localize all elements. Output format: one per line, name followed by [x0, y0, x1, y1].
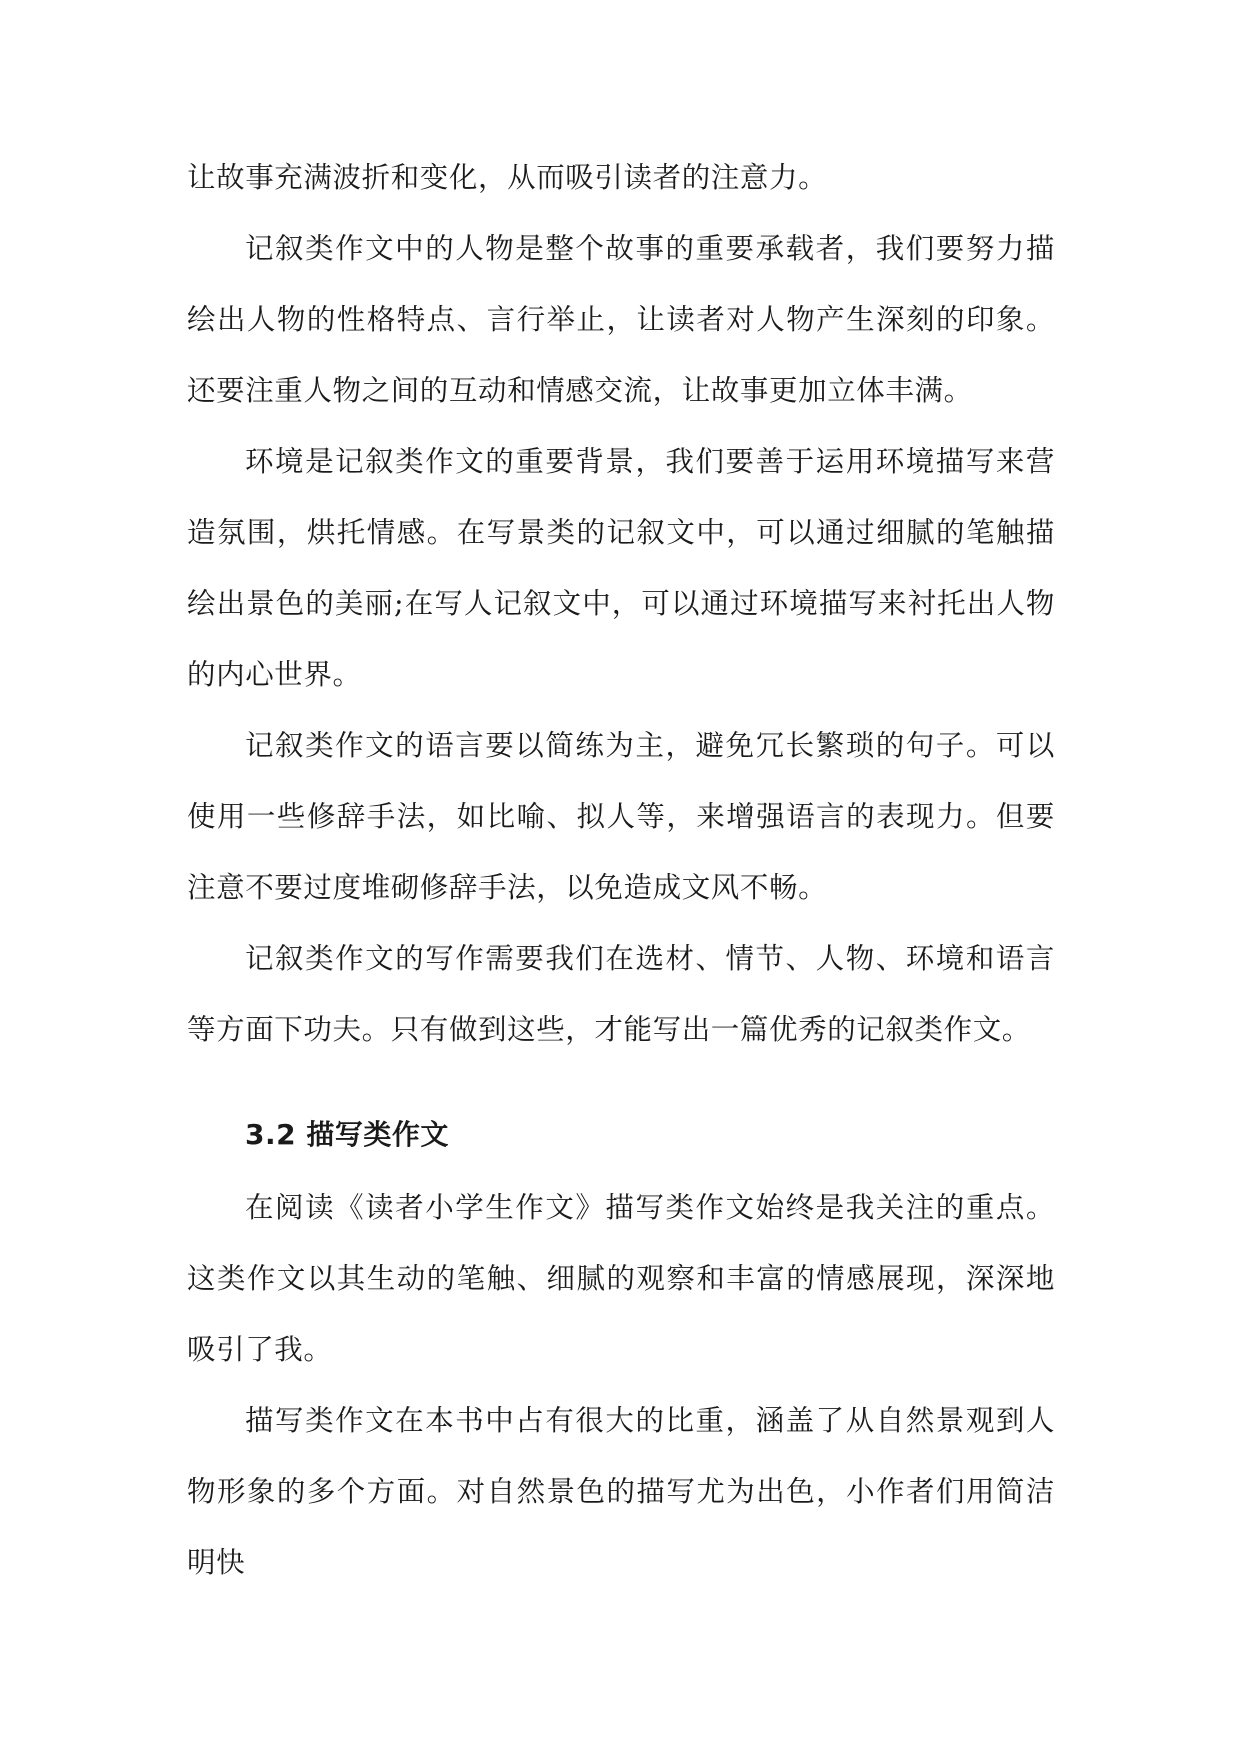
paragraph-language: 记叙类作文的语言要以简练为主，避免冗长繁琐的句子。可以使用一些修辞手法，如比喻、拟人等，来增强语言的表现力。但要注意不要过度堆砌修辞手法，以免造成文风不畅。: [187, 729, 1055, 904]
paragraph-characters: 记叙类作文中的人物是整个故事的重要承载者，我们要努力描绘出人物的性格特点、言行举止，让读者对人物产生深刻的印象。还要注重人物之间的互动和情感交流，让故事更加立体丰满。: [187, 232, 1055, 407]
document-body: [187, 142, 1055, 1598]
paragraph-summary: 记叙类作文的写作需要我们在选材、情节、人物、环境和语言等方面下功夫。只有做到这些，才能写出一篇优秀的记叙类作文。: [187, 942, 1055, 1046]
paragraph-descriptive-content: 描写类作文在本书中占有很大的比重，涵盖了从自然景观到人物形象的多个方面。对自然景色的描写尤为出色，小作者们用简洁明快: [187, 1404, 1055, 1579]
paragraph-descriptive-intro: 在阅读《读者小学生作文》描写类作文始终是我关注的重点。这类作文以其生动的笔触、细腻的观察和丰富的情感展现，深深地吸引了我。: [187, 1191, 1055, 1366]
paragraph-continuation: 让故事充满波折和变化，从而吸引读者的注意力。: [187, 161, 828, 194]
section-heading: 3.2 描写类作文: [245, 1118, 449, 1151]
paragraph-environment: 环境是记叙类作文的重要背景，我们要善于运用环境描写来营造氛围，烘托情感。在写景类的记叙文中，可以通过细腻的笔触描绘出景色的美丽;在写人记叙文中，可以通过环境描写来衬托出人物的内心世界。: [187, 445, 1055, 691]
